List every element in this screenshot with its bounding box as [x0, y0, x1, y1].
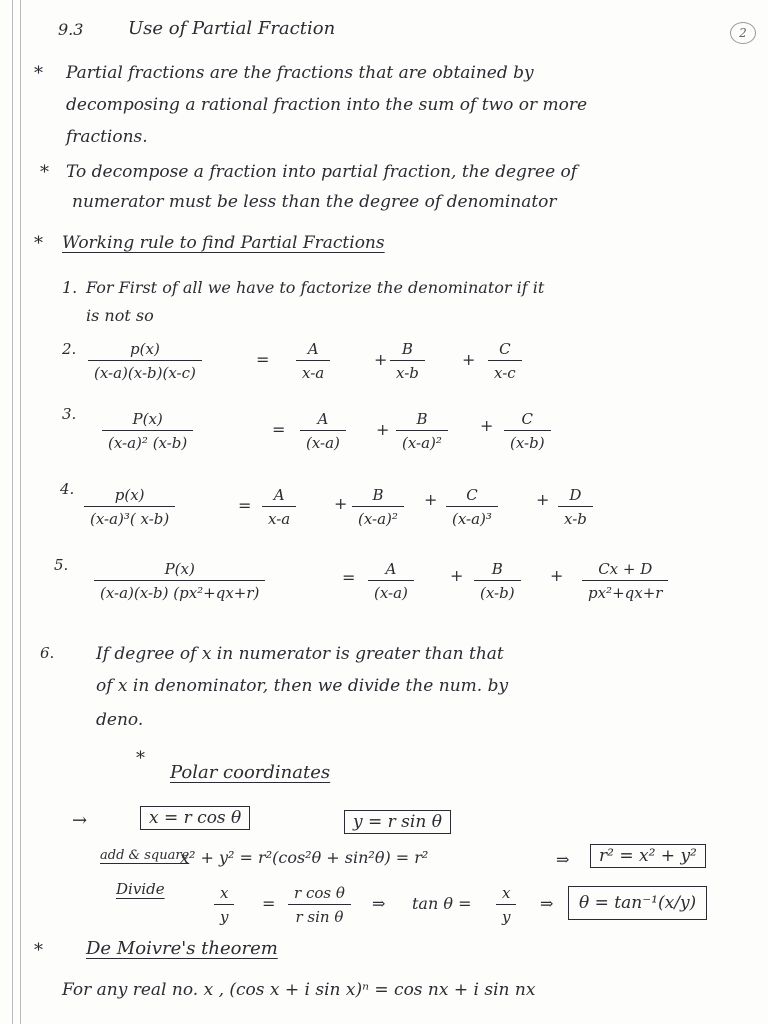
section-title: Use of Partial Fraction	[128, 18, 336, 39]
definition-line: fractions.	[66, 127, 148, 147]
term-denominator: px²+qx+r	[588, 584, 663, 602]
term-numerator: A	[273, 486, 285, 504]
bullet-star: *	[40, 162, 49, 183]
term-denominator: x-a	[302, 364, 325, 382]
term-denominator: (x-a)	[306, 434, 340, 452]
rule-text: deno.	[96, 710, 144, 730]
polar-heading: Polar coordinates	[170, 762, 331, 783]
partial-term	[296, 340, 330, 382]
partial-term	[488, 340, 522, 382]
fraction-numerator: x	[502, 884, 511, 902]
term-numerator: C	[521, 410, 534, 428]
equals-sign: =	[256, 350, 270, 369]
equals-sign: =	[272, 420, 286, 439]
term-denominator: x-b	[564, 510, 587, 528]
term-numerator: C	[466, 486, 478, 504]
bullet-star: *	[34, 940, 43, 961]
rule-text: If degree of x in numerator is greater than that	[96, 644, 504, 664]
fraction-denominator: (x-a)³( x-b)	[90, 510, 170, 528]
rule-number: 1.	[62, 278, 78, 297]
term-denominator: x-a	[268, 510, 291, 528]
arrow-icon: →	[72, 810, 88, 831]
rule-lhs-fraction	[102, 410, 193, 452]
term-denominator: (x-b)	[510, 434, 545, 452]
plus-sign: +	[374, 350, 388, 369]
term-numerator: D	[569, 486, 582, 504]
term-denominator: x-b	[396, 364, 419, 382]
fraction-numerator: r cos θ	[294, 884, 345, 902]
y-formula-box: y = r sin θ	[344, 810, 451, 834]
partial-term	[474, 560, 521, 602]
plus-sign: +	[462, 350, 476, 369]
fraction-denominator: (x-a)² (x-b)	[108, 434, 188, 452]
rule-number: 6.	[40, 644, 55, 662]
plus-sign: +	[376, 420, 390, 439]
plus-sign: +	[450, 566, 464, 585]
term-denominator: x-c	[494, 364, 516, 382]
bullet-star: *	[34, 233, 43, 254]
partial-term	[368, 560, 414, 602]
rule-text: is not so	[86, 306, 154, 325]
plus-sign: +	[334, 494, 348, 513]
rule-number: 5.	[54, 556, 69, 574]
partial-term	[352, 486, 404, 528]
fraction-numerator: P(x)	[132, 410, 163, 428]
fraction-denominator: y	[502, 908, 511, 926]
implies-icon: ⇒	[540, 894, 554, 913]
term-numerator: A	[317, 410, 329, 428]
rule-lhs-fraction	[84, 486, 175, 528]
rule-text: For First of all we have to factorize the denominator if it	[86, 278, 545, 297]
plus-sign: +	[424, 490, 438, 509]
partial-term	[558, 486, 593, 528]
definition-line: Partial fractions are the fractions that are obtained by	[66, 63, 534, 83]
rule-number: 4.	[60, 480, 75, 498]
partial-term	[446, 486, 498, 528]
term-numerator: B	[401, 340, 413, 358]
sum-of-squares-equation: x² + y² = r²(cos²θ + sin²θ) = r²	[180, 848, 429, 867]
bullet-star: *	[34, 63, 43, 84]
definition-line: To decompose a fraction into partial fraction, the degree of	[66, 162, 578, 182]
margin-line	[20, 0, 21, 1024]
definition-line: decomposing a rational fraction into the sum of two or more	[66, 95, 588, 115]
theta-formula-box: θ = tan⁻¹(x/y)	[568, 886, 707, 920]
rule-lhs-fraction	[88, 340, 202, 382]
fraction-numerator: p(x)	[114, 486, 145, 504]
rule-number: 2.	[62, 340, 77, 358]
x-over-y-fraction	[214, 884, 234, 926]
term-numerator: B	[372, 486, 384, 504]
rule-lhs-fraction	[94, 560, 265, 602]
margin-line	[12, 0, 13, 1024]
fraction-numerator: x	[220, 884, 229, 902]
section-number: 9.3	[58, 20, 84, 39]
partial-term	[262, 486, 296, 528]
term-denominator: (x-a)³	[452, 510, 492, 528]
term-numerator: A	[307, 340, 319, 358]
partial-term	[300, 410, 346, 452]
term-numerator: Cx + D	[598, 560, 653, 578]
tan-label: tan θ =	[412, 894, 472, 913]
partial-term	[504, 410, 551, 452]
fraction-denominator: y	[220, 908, 229, 926]
definition-line: numerator must be less than the degree of denominator	[72, 192, 557, 212]
term-denominator: (x-a)	[374, 584, 408, 602]
partial-term	[396, 410, 448, 452]
term-numerator: A	[385, 560, 397, 578]
plus-sign: +	[536, 490, 550, 509]
rule-number: 3.	[62, 405, 77, 423]
partial-term	[582, 560, 668, 602]
term-numerator: B	[416, 410, 428, 428]
equals-sign: =	[262, 894, 276, 913]
term-numerator: B	[491, 560, 503, 578]
term-denominator: (x-b)	[480, 584, 515, 602]
fraction-numerator: P(x)	[164, 560, 195, 578]
term-numerator: C	[499, 340, 511, 358]
implies-icon: ⇒	[556, 850, 570, 869]
term-denominator: (x-a)²	[358, 510, 398, 528]
implies-icon: ⇒	[372, 894, 386, 913]
add-square-label: add & square	[100, 848, 190, 863]
rule-text: of x in denominator, then we divide the num. by	[96, 676, 509, 696]
equals-sign: =	[238, 496, 252, 515]
fraction-denominator: (x-a)(x-b) (px²+qx+r)	[100, 584, 260, 602]
equals-sign: =	[342, 568, 356, 587]
divide-label: Divide	[116, 880, 165, 898]
plus-sign: +	[550, 566, 564, 585]
working-rule-heading: Working rule to find Partial Fractions	[62, 233, 385, 253]
demoivre-statement: For any real no. x , (cos x + i sin x)ⁿ = cos nx + i sin nx	[62, 980, 536, 1000]
fraction-numerator: p(x)	[130, 340, 160, 358]
x-formula-box: x = r cos θ	[140, 806, 250, 830]
plus-sign: +	[480, 416, 494, 435]
rcos-over-rsin-fraction	[288, 884, 351, 926]
partial-term	[390, 340, 425, 382]
page-badge: 2	[730, 22, 756, 44]
term-denominator: (x-a)²	[402, 434, 442, 452]
demoivre-heading: De Moivre's theorem	[86, 938, 278, 959]
fraction-denominator: r sin θ	[295, 908, 344, 926]
bullet-star: *	[136, 748, 145, 769]
tan-fraction	[496, 884, 516, 926]
fraction-denominator: (x-a)(x-b)(x-c)	[94, 364, 196, 382]
r-squared-box: r² = x² + y²	[590, 844, 706, 868]
